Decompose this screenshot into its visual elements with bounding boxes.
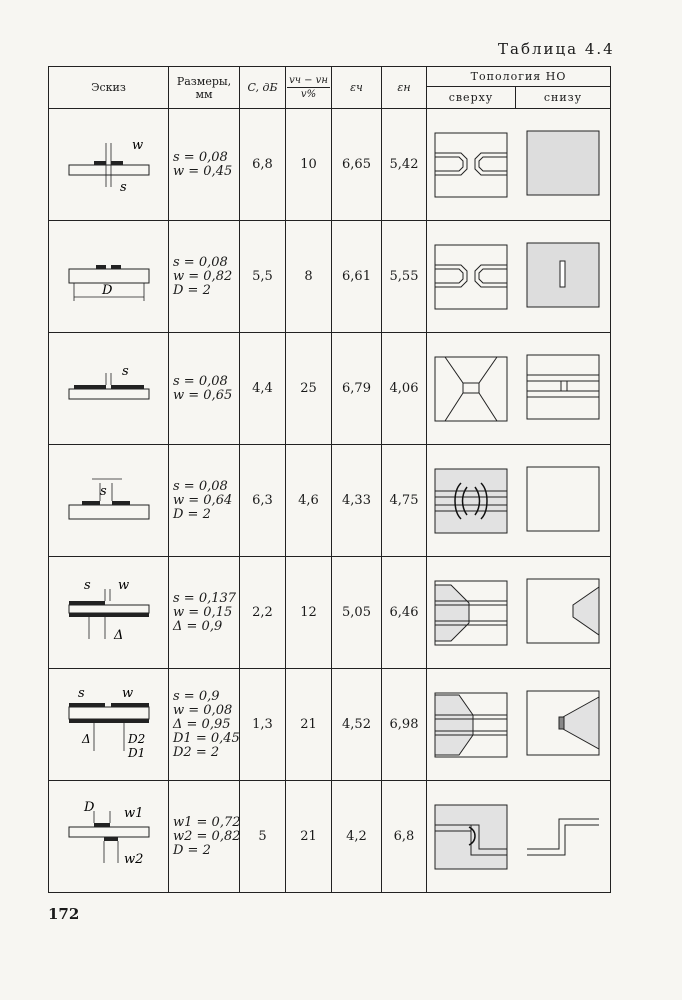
sketch-label: w1 xyxy=(123,805,143,821)
header-v xyxy=(286,67,332,109)
v-cell: 8 xyxy=(286,221,332,333)
sketch-label: D1 xyxy=(127,745,145,760)
topology-top-cell xyxy=(427,109,516,221)
dim-line: s = 0,08 xyxy=(173,254,228,270)
dims-cell xyxy=(169,333,240,445)
sketch-cell xyxy=(49,557,169,669)
header-sizes-line2: мм xyxy=(195,87,213,101)
header-v-num: vч − vн xyxy=(289,75,328,86)
eps-even-cell: 6,61 xyxy=(332,221,382,333)
topology-top-cell xyxy=(427,557,516,669)
v-cell: 21 xyxy=(286,669,332,781)
c-cell: 4,4 xyxy=(240,333,286,445)
sketch-label: s xyxy=(77,685,85,701)
eps-even-cell: 4,33 xyxy=(332,445,382,557)
topology-top-cell xyxy=(427,445,516,557)
header-v-den: v% xyxy=(300,89,317,100)
dim-line: w = 0,45 xyxy=(173,163,233,179)
coupler-table xyxy=(48,66,611,893)
dim-line: D = 2 xyxy=(173,842,211,858)
header-sketch: Эскиз xyxy=(49,67,169,109)
topology-top-cell xyxy=(427,221,516,333)
dims-cell xyxy=(169,445,240,557)
header-sizes-line1: Размеры, xyxy=(176,74,232,88)
topology-bottom-diagram xyxy=(523,127,603,199)
dim-line: s = 0,9 xyxy=(173,688,220,704)
eps-odd-cell: 6,8 xyxy=(382,781,427,893)
topology-top-diagram xyxy=(431,353,511,425)
topology-top-diagram xyxy=(431,577,511,649)
sketch-label: D xyxy=(101,282,112,298)
dim-line: s = 0,137 xyxy=(173,590,237,606)
table-row xyxy=(49,781,611,893)
topology-top-cell xyxy=(427,333,516,445)
c-cell: 5 xyxy=(240,781,286,893)
eps-odd-cell: 4,75 xyxy=(382,445,427,557)
v-cell: 10 xyxy=(286,109,332,221)
sketch-label: D xyxy=(83,799,94,815)
eps-odd-cell: 6,98 xyxy=(382,669,427,781)
topology-bottom-cell xyxy=(516,669,611,781)
sketch-diagram xyxy=(54,797,164,877)
eps-odd-cell: 5,55 xyxy=(382,221,427,333)
v-cell: 25 xyxy=(286,333,332,445)
eps-even-cell: 6,65 xyxy=(332,109,382,221)
dims-cell xyxy=(169,109,240,221)
sketch-cell xyxy=(49,781,169,893)
dim-line: w = 0,15 xyxy=(173,604,233,620)
sketch-label: s xyxy=(121,363,129,379)
topology-top-diagram xyxy=(431,129,511,201)
sketch-diagram xyxy=(54,461,164,541)
dim-line: s = 0,08 xyxy=(173,149,228,165)
sketch-diagram xyxy=(54,349,164,429)
dim-line: D1 = 0,45 xyxy=(173,730,240,746)
v-cell: 21 xyxy=(286,781,332,893)
v-cell: 12 xyxy=(286,557,332,669)
topology-top-cell xyxy=(427,781,516,893)
dim-line: Δ = 0,9 xyxy=(173,618,223,634)
dims-cell xyxy=(169,781,240,893)
c-cell: 6,3 xyxy=(240,445,286,557)
sketch-cell xyxy=(49,333,169,445)
sketch-diagram xyxy=(54,573,164,653)
topology-bottom-cell xyxy=(516,781,611,893)
sketch-cell xyxy=(49,445,169,557)
sketch-cell xyxy=(49,109,169,221)
header-topology: Топология НО xyxy=(427,67,611,87)
dim-line: D2 = 2 xyxy=(173,744,220,760)
topology-top-diagram xyxy=(431,241,511,313)
eps-even-cell: 5,05 xyxy=(332,557,382,669)
table-row xyxy=(49,333,611,445)
c-cell: 6,8 xyxy=(240,109,286,221)
table-row xyxy=(49,669,611,781)
topology-bottom-diagram xyxy=(523,687,603,759)
dim-line: D = 2 xyxy=(173,506,211,522)
topology-top-diagram xyxy=(431,801,511,873)
table-row xyxy=(49,445,611,557)
topology-top-diagram xyxy=(431,465,511,537)
c-cell: 2,2 xyxy=(240,557,286,669)
sketch-label: Δ xyxy=(113,627,123,643)
sketch-label: s xyxy=(119,179,127,195)
dim-line: w = 0,82 xyxy=(173,268,233,284)
sketch-diagram xyxy=(54,685,164,765)
topology-bottom-diagram xyxy=(523,799,603,871)
header-eps-odd: εн xyxy=(382,67,427,109)
sketch-label: w xyxy=(117,577,129,593)
topology-bottom-diagram xyxy=(523,575,603,647)
eps-even-cell: 4,52 xyxy=(332,669,382,781)
sketch-cell xyxy=(49,669,169,781)
dim-line: w1 = 0,72 xyxy=(173,814,241,830)
header-top: сверху xyxy=(427,87,516,109)
header-sizes xyxy=(169,67,240,109)
topology-bottom-cell xyxy=(516,557,611,669)
eps-odd-cell: 5,42 xyxy=(382,109,427,221)
c-cell: 5,5 xyxy=(240,221,286,333)
sketch-label: w xyxy=(131,137,143,153)
sketch-label: s xyxy=(83,577,91,593)
dim-line: s = 0,08 xyxy=(173,373,228,389)
topology-bottom-diagram xyxy=(523,351,603,423)
topology-bottom-diagram xyxy=(523,239,603,311)
sketch-label: Δ xyxy=(81,731,91,746)
dims-cell xyxy=(169,221,240,333)
sketch-diagram xyxy=(54,237,164,317)
topology-top-diagram xyxy=(431,689,511,761)
table-row xyxy=(49,557,611,669)
dim-line: w = 0,65 xyxy=(173,387,233,403)
dims-cell xyxy=(169,557,240,669)
table-row xyxy=(49,221,611,333)
topology-bottom-diagram xyxy=(523,463,603,535)
dim-line: w2 = 0,82 xyxy=(173,828,241,844)
table-row xyxy=(49,109,611,221)
topology-bottom-cell xyxy=(516,333,611,445)
topology-bottom-cell xyxy=(516,109,611,221)
dim-line: s = 0,08 xyxy=(173,478,228,494)
dims-cell xyxy=(169,669,240,781)
table-title: Таблица 4.4 xyxy=(498,40,615,58)
topology-bottom-cell xyxy=(516,445,611,557)
dim-line: Δ = 0,95 xyxy=(173,716,231,732)
sketch-label: s xyxy=(99,483,107,499)
eps-even-cell: 4,2 xyxy=(332,781,382,893)
topology-top-cell xyxy=(427,669,516,781)
dim-line: w = 0,64 xyxy=(173,492,233,508)
eps-odd-cell: 6,46 xyxy=(382,557,427,669)
dim-line: D = 2 xyxy=(173,282,211,298)
page-number: 172 xyxy=(48,905,80,923)
header-bottom: снизу xyxy=(516,87,611,109)
sketch-label: D2 xyxy=(127,731,145,746)
v-cell: 4,6 xyxy=(286,445,332,557)
eps-odd-cell: 4,06 xyxy=(382,333,427,445)
c-cell: 1,3 xyxy=(240,669,286,781)
eps-even-cell: 6,79 xyxy=(332,333,382,445)
sketch-cell xyxy=(49,221,169,333)
sketch-label: w xyxy=(121,685,133,701)
dim-line: w = 0,08 xyxy=(173,702,233,718)
sketch-diagram xyxy=(54,125,164,205)
header-eps-even: εч xyxy=(332,67,382,109)
header-c: C, дБ xyxy=(240,67,286,109)
topology-bottom-cell xyxy=(516,221,611,333)
sketch-label: w2 xyxy=(123,851,143,867)
